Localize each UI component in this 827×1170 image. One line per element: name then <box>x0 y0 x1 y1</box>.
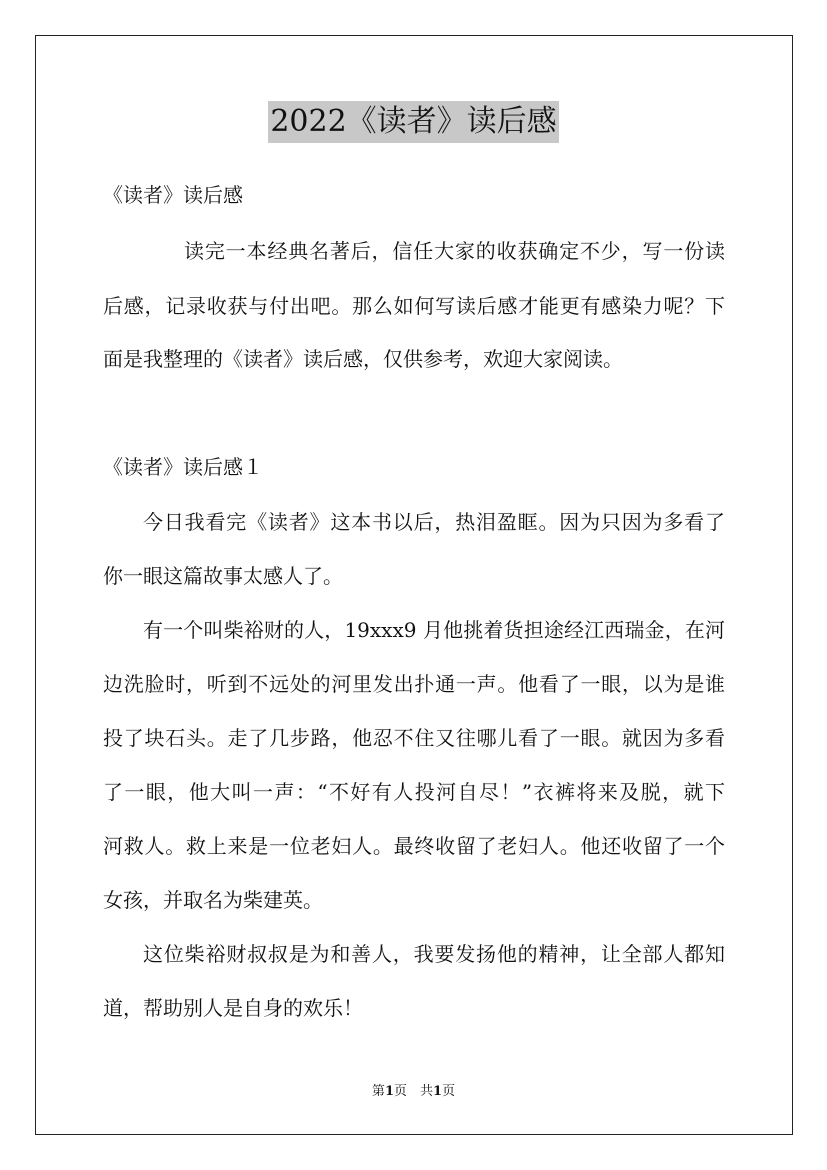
para3-line-1: 这位柴裕财叔叔是为和善人，我要发扬他的精神，让全部人都知 <box>143 942 725 966</box>
document-title-text: 2022《读者》读后感 <box>268 101 558 143</box>
footer-total-number: 1 <box>433 1084 443 1099</box>
document-title <box>0 101 827 143</box>
para2-line-1: 有一个叫柴裕财的人，19xxx9 月他挑着货担途经江西瑞金，在河 <box>143 618 725 642</box>
document-heading: 《读者》读后感 <box>103 183 243 207</box>
para2-line-2: 边洗脸时，听到不远处的河里发出扑通一声。他看了一眼，以为是谁 <box>103 672 725 696</box>
para1-line-2: 你一眼这篇故事太感人了。 <box>103 564 343 588</box>
footer-total-prefix: 共 <box>420 1084 434 1099</box>
para2-line-6: 女孩，并取名为柴建英。 <box>103 888 323 912</box>
footer-page-prefix: 第 <box>371 1084 385 1099</box>
intro-line-2: 后感，记录收获与付出吧。那么如何写读后感才能更有感染力呢？下 <box>103 294 725 318</box>
section-heading: 《读者》读后感１ <box>103 455 263 479</box>
page-footer <box>0 1083 827 1101</box>
para1-line-1: 今日我看完《读者》这本书以后，热泪盈眶。因为只因为多看了 <box>143 510 725 534</box>
para2-line-4: 了一眼，他大叫一声：“不好有人投河自尽！”衣裤将来及脱，就下 <box>103 780 725 804</box>
footer-page-suffix: 页 <box>393 1084 407 1099</box>
para3-line-2: 道，帮助别人是自身的欢乐！ <box>103 996 363 1020</box>
intro-line-3: 面是我整理的《读者》读后感，仅供参考，欢迎大家阅读。 <box>103 347 623 371</box>
footer-total-suffix: 页 <box>442 1084 456 1099</box>
para2-line-5: 河救人。救上来是一位老妇人。最终收留了老妇人。他还收留了一个 <box>103 834 725 858</box>
para2-line-3: 投了块石头。走了几步路，他忍不住又往哪儿看了一眼。就因为多看 <box>103 726 725 750</box>
footer-page-number: 1 <box>384 1084 394 1099</box>
intro-line-1: 读完一本经典名著后，信任大家的收获确定不少，写一份读 <box>184 239 725 263</box>
